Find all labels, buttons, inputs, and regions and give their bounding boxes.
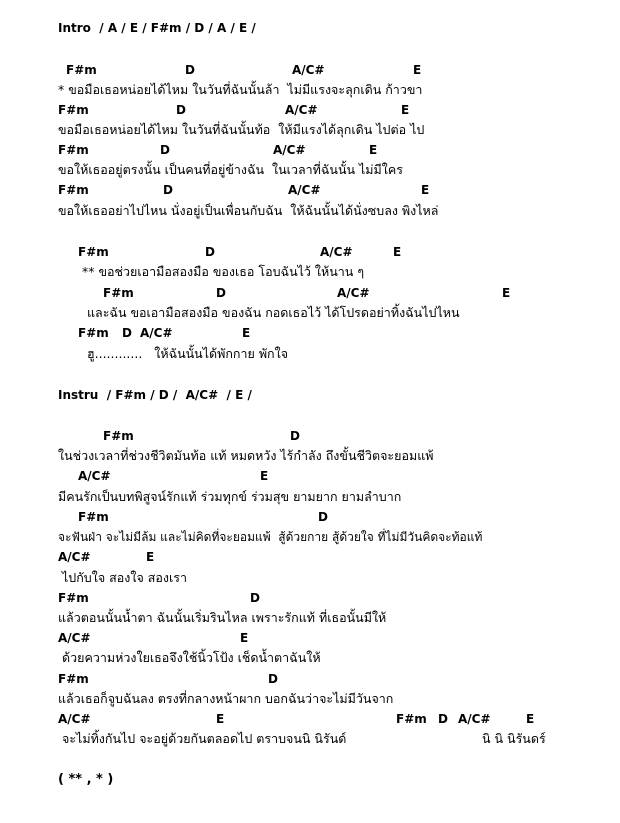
chord-line xyxy=(0,325,620,341)
chord: F#m xyxy=(58,143,89,157)
chord: E xyxy=(242,326,251,340)
chord: A/C# xyxy=(78,469,111,483)
chord-line xyxy=(0,711,620,727)
chord: D xyxy=(438,712,448,726)
chord-line xyxy=(0,142,620,158)
chord: D xyxy=(176,103,186,117)
lyric-line: จะฟันฝ่า จะไม่มีล้ม และไม่คิดที่จะยอมแพ้ สู้ด้วยกาย สู้ด้วยใจ ที่ไม่มีวันคิดจะท้อแท้ xyxy=(58,530,483,544)
chord: F#m xyxy=(78,245,109,259)
chord: E xyxy=(393,245,402,259)
chord: F#m xyxy=(58,183,89,197)
chord-line xyxy=(0,509,620,525)
chord: D xyxy=(318,510,328,524)
lyric-line: มีคนรักเป็นบทพิสูจน์รักแท้ ร่วมทุกข์ ร่วมสุข ยามยาก ยามลำบาก xyxy=(58,489,402,504)
chord: F#m xyxy=(103,429,134,443)
lyric-line: ขอให้เธออยู่ตรงนั้น เป็นคนที่อยู่ข้างฉัน ในเวลาที่ฉันนั้น ไม่มีใคร xyxy=(58,162,403,177)
instru-line: Instru / F#m / D / A/C# / E / xyxy=(58,388,252,402)
chord: A/C# xyxy=(288,183,321,197)
chord-line xyxy=(0,285,620,301)
lyric-line: และฉัน ขอเอามือสองมือ ของฉัน กอดเธอไว้ ได้โปรดอย่าทิ้งฉันไปไหน xyxy=(87,305,460,320)
intro-line: Intro / A / E / F#m / D / A / E / xyxy=(58,21,256,35)
chord: E xyxy=(216,712,225,726)
chord: E xyxy=(421,183,430,197)
chord: D xyxy=(160,143,170,157)
chord: E xyxy=(369,143,378,157)
chord: D xyxy=(185,63,195,77)
lyric-line: แล้วตอนนั้นน้ำตา ฉันนั้นเริ่มรินไหล เพราะรักแท้ ที่เธอนั้นมีให้ xyxy=(58,610,387,625)
lyric-line: ฮู............ ให้ฉันนั้นได้พักกาย พักใจ xyxy=(87,346,289,361)
chord-line xyxy=(0,630,620,646)
chord: D xyxy=(163,183,173,197)
chord: A/C# xyxy=(140,326,173,340)
lyric-line: แล้วเธอก็จูบฉันลง ตรงที่กลางหน้าผาก บอกฉันว่าจะไม่มีวันจาก xyxy=(58,691,394,706)
chord-line xyxy=(0,62,620,78)
chord: A/C# xyxy=(337,286,370,300)
chord: A/C# xyxy=(458,712,491,726)
chord: D xyxy=(290,429,300,443)
chord-line xyxy=(0,182,620,198)
chord: E xyxy=(401,103,410,117)
lyric-line: จะไม่ทิ้งกันไป จะอยู่ด้วยกันตลอดไป ตราบจนนิ นิรันด์ xyxy=(62,731,347,746)
chord: F#m xyxy=(58,672,89,686)
chord: E xyxy=(526,712,535,726)
chord: F#m xyxy=(58,591,89,605)
chord-line xyxy=(0,468,620,484)
chord: E xyxy=(502,286,511,300)
chord: F#m xyxy=(78,510,109,524)
chord: D xyxy=(205,245,215,259)
chord: E xyxy=(260,469,269,483)
chord-line xyxy=(0,244,620,260)
lyric-line: นิ นิ นิรันดร์ xyxy=(482,731,546,746)
chord: A/C# xyxy=(285,103,318,117)
chord-line xyxy=(0,671,620,687)
lyric-line: ด้วยความห่วงใยเธอจึงใช้นิ้วโป้ง เช็ดน้ำตาฉันให้ xyxy=(62,650,321,665)
chord: A/C# xyxy=(292,63,325,77)
chord: E xyxy=(146,550,155,564)
chord: D xyxy=(216,286,226,300)
chord-line xyxy=(0,549,620,565)
chord: D xyxy=(268,672,278,686)
chord: A/C# xyxy=(320,245,353,259)
chord: F#m xyxy=(396,712,427,726)
chord-line xyxy=(0,102,620,118)
chord: A/C# xyxy=(58,712,91,726)
chord: E xyxy=(413,63,422,77)
repeat-instruction: ( ** , * ) xyxy=(58,772,114,787)
chord: A/C# xyxy=(273,143,306,157)
chord: F#m xyxy=(78,326,109,340)
chord: F#m xyxy=(103,286,134,300)
lyric-line: ขอให้เธออย่าไปไหน นั่งอยู่เป็นเพื่อนกับฉัน ให้ฉันนั้นได้นั่งซบลง พิงไหล่ xyxy=(58,203,439,218)
chord: F#m xyxy=(58,103,89,117)
chord: E xyxy=(240,631,249,645)
chord: F#m xyxy=(66,63,97,77)
chord: A/C# xyxy=(58,550,91,564)
chord: A/C# xyxy=(58,631,91,645)
chord: D xyxy=(122,326,132,340)
chord-line xyxy=(0,590,620,606)
lyric-line: * ขอมือเธอหน่อยได้ไหม ในวันที่ฉันนั้นล้า ไม่มีแรงจะลุกเดิน ก้าวขา xyxy=(58,82,423,97)
chord: D xyxy=(250,591,260,605)
lyric-line: ไปกับใจ สองใจ สองเรา xyxy=(62,570,188,585)
lyric-line: ** ขอช่วยเอามือสองมือ ของเธอ โอบฉันไว้ ให้นาน ๆ xyxy=(82,264,365,279)
chord-line xyxy=(0,428,620,444)
lyric-line: ในช่วงเวลาที่ช่วงชีวิตมันท้อ แท้ หมดหวัง ไร้กำลัง ถึงขั้นชีวิตจะยอมแพ้ xyxy=(58,448,434,463)
lyric-line: ขอมือเธอหน่อยได้ไหม ในวันที่ฉันนั้นท้อ ให้มีแรงได้ลุกเดิน ไปต่อ ไป xyxy=(58,122,425,137)
